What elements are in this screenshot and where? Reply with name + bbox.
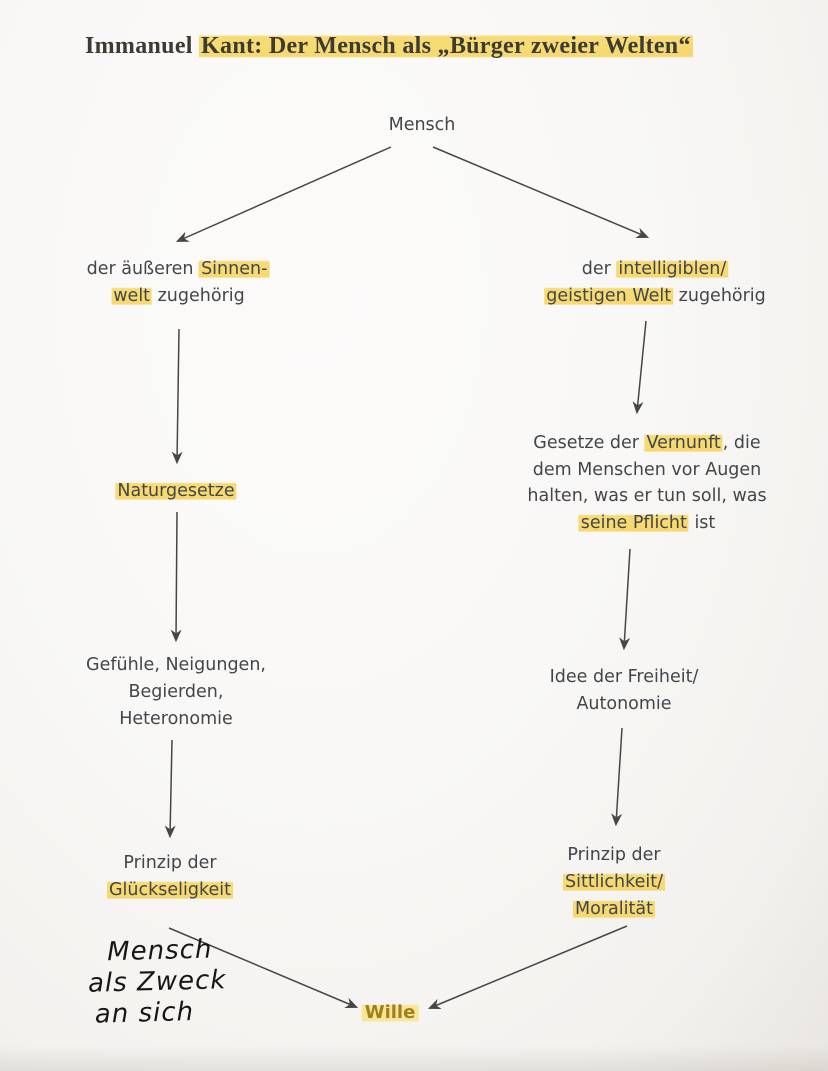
right-principle-node [563, 842, 665, 923]
highlighted-segment: geistigen Welt [546, 286, 672, 306]
right-principle-line2 [563, 869, 665, 896]
text-segment: zugehörig [152, 286, 245, 306]
root-node-mensch: Mensch [388, 115, 456, 135]
right-principle-line3 [563, 896, 665, 923]
highlighted-segment: Sinnen- [201, 259, 268, 279]
arrow-left-laws-to-drives [176, 512, 177, 640]
highlighted-segment: Sittlichkeit/ [564, 872, 664, 892]
left-drives-line1: Gefühle, Neigungen, [86, 655, 266, 675]
text-segment: Gesetze der [533, 433, 645, 453]
left-drives-line2: Begierden, [128, 682, 224, 702]
arrow-left-membership-to-laws [177, 329, 179, 462]
left-principle-line2 [107, 877, 233, 904]
right-laws-line1 [527, 430, 766, 457]
right-laws-line3: halten, was er tun soll, was [527, 486, 767, 506]
right-principle-line1: Prinzip der [567, 845, 661, 865]
highlighted-segment: intelligiblen/ [618, 259, 727, 279]
right-membership-line2 [544, 283, 766, 310]
arrow-root-to-left-branch [178, 147, 391, 241]
right-laws-line4 [527, 510, 766, 537]
arrow-left-drives-to-principle [170, 740, 172, 836]
right-membership-line1 [544, 256, 766, 283]
highlighted-segment: welt [113, 286, 151, 306]
arrow-right-principle-to-wille [430, 926, 627, 1008]
right-idea-line1: Idee der Freiheit/ [549, 667, 699, 687]
left-membership-node [87, 256, 270, 310]
highlighted-segment: Naturgesetze [117, 481, 235, 501]
highlighted-segment: Glückseligkeit [109, 880, 231, 900]
highlighted-segment: seine Pflicht [580, 512, 687, 533]
arrow-right-membership-to-laws [637, 321, 646, 412]
right-membership-node [544, 256, 766, 310]
title-highlighted-text: Kant: Der Mensch als „Bürger zweier Welten“ [201, 33, 691, 59]
left-laws-node [115, 478, 236, 505]
handwritten-note [87, 934, 228, 1031]
text-segment: , die [722, 433, 761, 453]
left-membership-line2 [87, 283, 270, 310]
arrow-right-laws-to-idea [624, 549, 630, 648]
text-segment: der äußeren [86, 259, 200, 279]
highlighted-segment: Vernunft [646, 433, 721, 453]
text-segment: der [581, 259, 617, 279]
arrow-right-idea-to-principle [616, 728, 622, 824]
left-principle-line1: Prinzip der [123, 853, 217, 873]
left-drives-node [86, 652, 266, 733]
text-segment: ist [688, 512, 716, 533]
handwritten-line2: als Zweck [87, 965, 227, 999]
right-idea-node [550, 664, 699, 718]
right-laws-node [527, 430, 766, 536]
handwritten-line1: Mensch [106, 934, 213, 968]
handwritten-line3: an sich [94, 997, 195, 1030]
arrow-root-to-right-branch [433, 147, 647, 237]
highlighted-segment: Moralität [575, 899, 653, 919]
sink-node-wille: Wille [362, 1002, 419, 1023]
left-principle-node [107, 850, 233, 904]
right-laws-line2: dem Menschen vor Augen [532, 459, 762, 480]
left-drives-line3: Heteronomie [119, 709, 233, 729]
text-segment: zugehörig [673, 286, 766, 306]
left-membership-line1 [87, 256, 270, 283]
title-plain-text: Immanuel [85, 33, 200, 59]
right-idea-line2: Autonomie [576, 694, 672, 714]
